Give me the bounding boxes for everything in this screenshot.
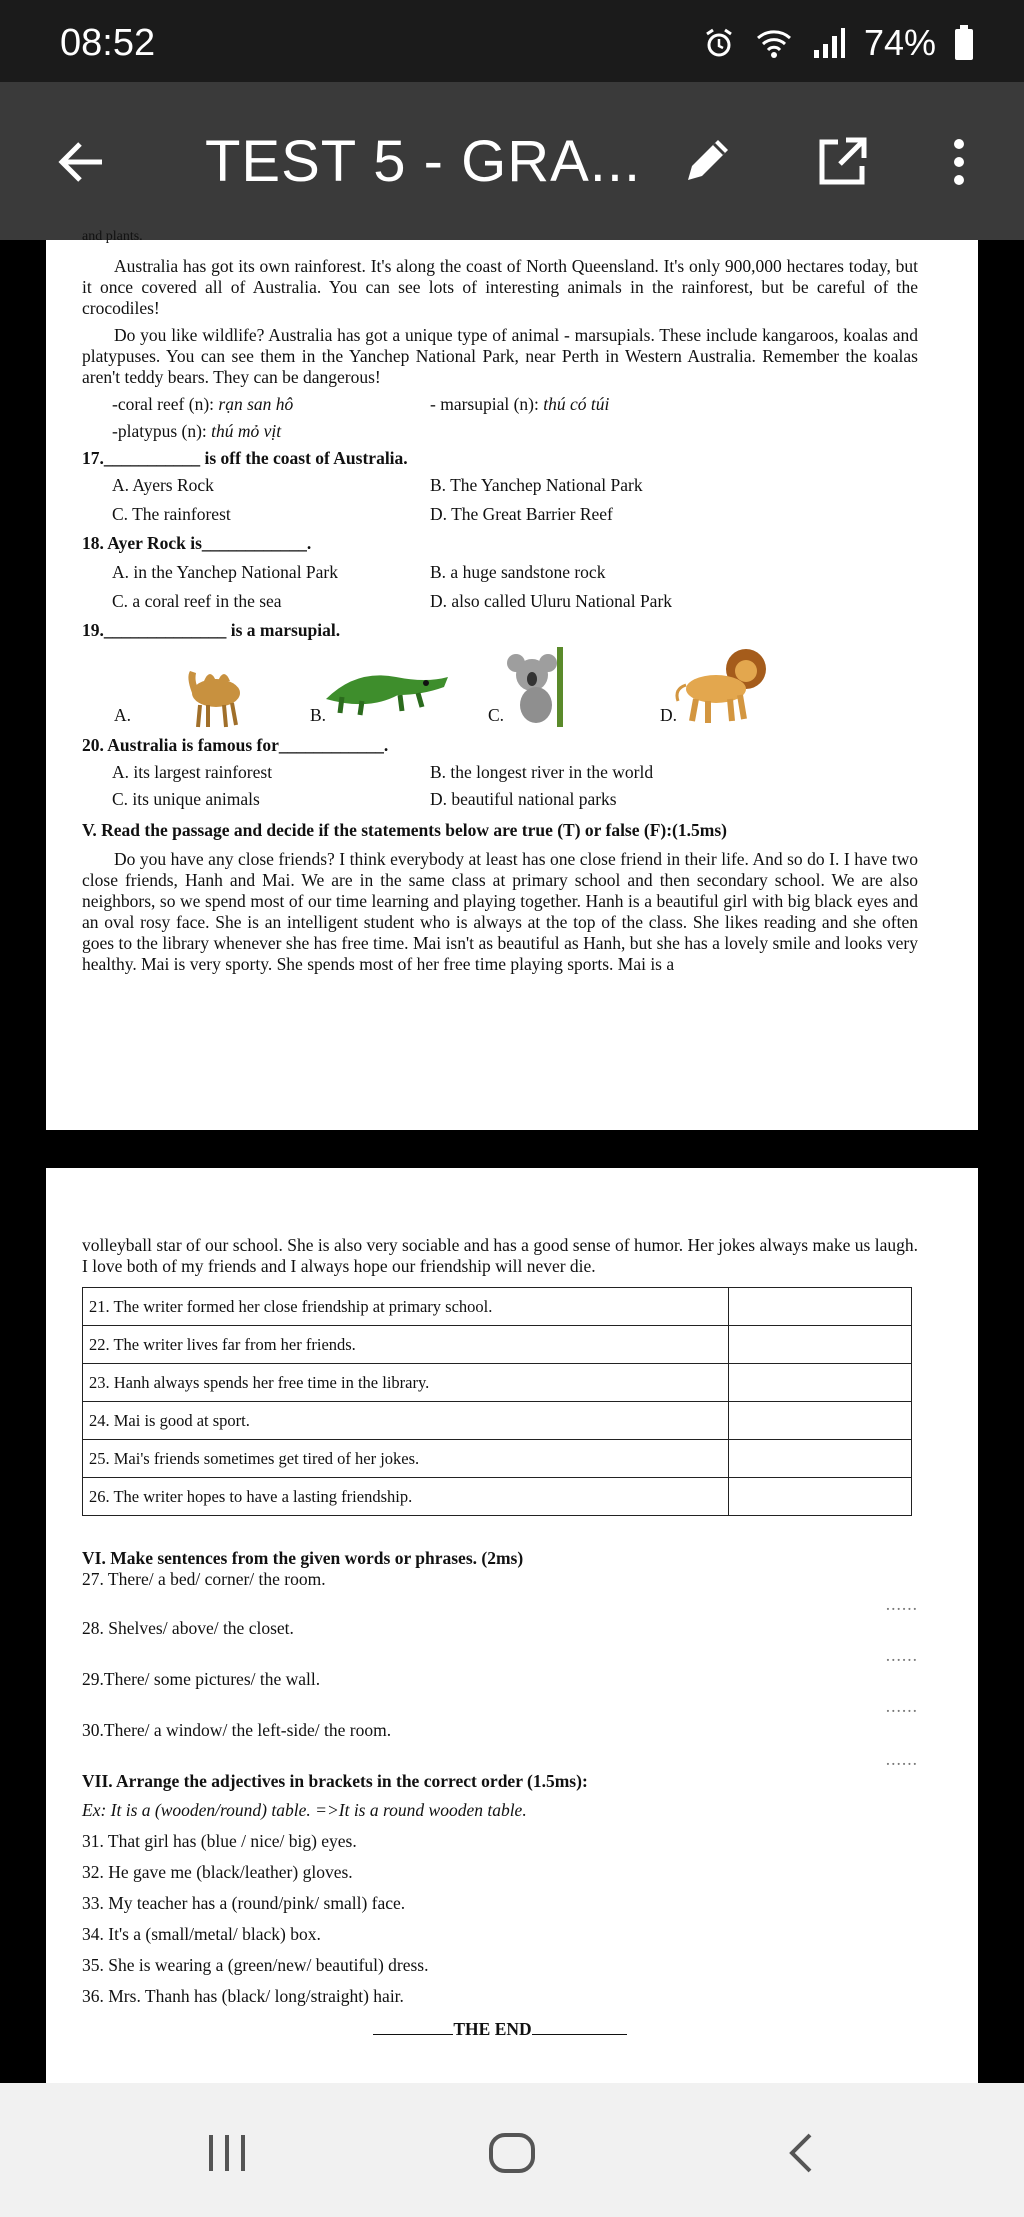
question-19: 19.______________ is a marsupial. <box>82 620 341 640</box>
sentence-28 <box>82 1618 918 1639</box>
q18-option-d: D. also called Uluru National Park <box>430 591 673 611</box>
sentence-32: 32. He gave me (black/leather) gloves. <box>82 1862 353 1882</box>
q18-option-a: A. in the Yanchep National Park <box>112 562 339 582</box>
open-external-icon[interactable] <box>812 132 872 192</box>
answer-cell[interactable] <box>729 1402 912 1440</box>
more-vert-icon[interactable] <box>944 132 974 192</box>
statement-row <box>83 1326 912 1364</box>
section-6-title: VI. Make sentences from the given words or phrases. (2ms) <box>82 1548 524 1568</box>
sentence-36: 36. Mrs. Thanh has (black/ long/straight) hair. <box>82 1986 404 2006</box>
sentence-33: 33. My teacher has a (round/pink/ small) face. <box>82 1893 406 1913</box>
question-17: 17.___________ is off the coast of Australia. <box>82 448 408 468</box>
statement-row <box>83 1288 912 1326</box>
q20-option-d: D. beautiful national parks <box>430 789 617 809</box>
alarm-icon <box>702 26 736 60</box>
statement-text: 24. Mai is good at sport. <box>83 1402 729 1440</box>
vocab-marsupial-vi: thú có túi <box>543 394 610 414</box>
statement-row <box>83 1478 912 1516</box>
vocab-coral: -coral reef (n): <box>112 394 219 414</box>
statement-row <box>83 1440 912 1478</box>
vocab-platypus: -platypus (n): <box>112 421 212 441</box>
answer-line-29: ...... <box>885 1696 918 1716</box>
answer-line-28: ...... <box>885 1645 918 1665</box>
sentence-28-text: 28. Shelves/ above/ the closet. <box>82 1618 294 1638</box>
vocab-row-1 <box>82 394 918 415</box>
answer-cell[interactable] <box>729 1326 912 1364</box>
vocab-coral-vi: rạn san hô <box>218 394 294 414</box>
signal-icon <box>812 26 846 60</box>
sentence-27-text: 27. There/ a bed/ corner/ the room. <box>82 1569 326 1589</box>
camel-image <box>174 653 254 733</box>
sentence-27 <box>82 1569 918 1590</box>
q19-option-d: D. <box>660 705 678 725</box>
clock: 08:52 <box>60 22 156 64</box>
paragraph-rainforest: Australia has got its own rainforest. It's along the coast of North Queensland. It's only 900,000 hectares today, but it once covered all of Australia. You can see lots of interesting animals in the rainforest, but be careful of the crocodiles! <box>82 256 918 318</box>
q19-option-a: A. <box>114 705 132 725</box>
q17-option-b: B. The Yanchep National Park <box>430 475 643 495</box>
paragraph-friends-continued: volleyball star of our school. She is also very sociable and has a good sense of humor. Her jokes always make us laugh. I love both of my friends and I always hope our friendship will never die. <box>82 1235 918 1276</box>
statement-text: 21. The writer formed her close friendship at primary school. <box>83 1288 729 1326</box>
back-nav-icon[interactable] <box>786 2133 816 2173</box>
status-icons <box>702 22 974 64</box>
sentence-29 <box>82 1669 918 1690</box>
sentence-30-text: 30.There/ a window/ the left-side/ the room. <box>82 1720 392 1740</box>
cut-line: and plants. <box>82 229 143 244</box>
statement-text: 23. Hanh always spends her free time in the library. <box>83 1364 729 1402</box>
document-title: TEST 5 - GRA... <box>205 129 642 194</box>
statement-row <box>83 1364 912 1402</box>
pencil-icon[interactable] <box>676 132 736 192</box>
status-bar <box>0 0 1024 82</box>
statement-text: 22. The writer lives far from her friends. <box>83 1326 729 1364</box>
question-18: 18. Ayer Rock is____________. <box>82 533 312 553</box>
example-sentence: Ex: It is a (wooden/round) table. =>It is a round wooden table. <box>82 1800 527 1820</box>
home-icon[interactable] <box>488 2133 536 2173</box>
statement-text: 25. Mai's friends sometimes get tired of her jokes. <box>83 1440 729 1478</box>
navigation-bar <box>0 2083 1024 2217</box>
answer-cell[interactable] <box>729 1440 912 1478</box>
answer-line-27: ...... <box>885 1594 918 1614</box>
lion-image <box>672 645 772 727</box>
the-end-text: THE END <box>453 2019 532 2039</box>
true-false-table <box>82 1287 912 1516</box>
answer-line-30: ...... <box>885 1749 918 1769</box>
q17-option-d: D. The Great Barrier Reef <box>430 504 613 524</box>
statement-row <box>83 1402 912 1440</box>
q20-option-c: C. its unique animals <box>112 789 260 809</box>
sentence-30 <box>82 1720 918 1741</box>
back-arrow-icon[interactable] <box>52 132 112 192</box>
the-end <box>82 2019 918 2040</box>
answer-cell[interactable] <box>729 1288 912 1326</box>
sentence-31: 31. That girl has (blue / nice/ big) eyes. <box>82 1831 357 1851</box>
q18-option-b: B. a huge sandstone rock <box>430 562 606 582</box>
q17-option-c: C. The rainforest <box>112 504 231 524</box>
vocab-row-2 <box>82 421 918 442</box>
q18-option-c: C. a coral reef in the sea <box>112 591 282 611</box>
wifi-icon <box>754 26 794 60</box>
page2-content <box>82 1235 918 2040</box>
question-20: 20. Australia is famous for____________. <box>82 735 389 755</box>
crocodile-image <box>322 649 452 725</box>
answer-cell[interactable] <box>729 1478 912 1516</box>
koala-image <box>502 647 572 727</box>
paragraph-friends: Do you have any close friends? I think everybody at least has one close friend in their life. And so do I. I have two close friends, Hanh and Mai. We are in the same class at primary school and then secondary school. We are also neighbors, so we spend most of our time learning and playing together. Hanh is a beautiful girl with big black eyes and an oval rosy face. She is an intelligent student who is always at the top of the class. She likes reading and she often goes to the library whenever she has free time. Mai isn't as beautiful as Hanh, but she has a lovely smile and looks very healthy. Mai is very sporty. She spends most of her free time playing sports. Mai is a <box>82 849 918 974</box>
app-bar <box>0 82 1024 240</box>
q17-option-a: A. Ayers Rock <box>112 475 214 495</box>
q20-option-a: A. its largest rainforest <box>112 762 273 782</box>
sentence-29-text: 29.There/ some pictures/ the wall. <box>82 1669 321 1689</box>
section-5-title: V. Read the passage and decide if the statements below are true (T) or false (F):(1.5ms) <box>82 820 727 840</box>
vocab-platypus-vi: thú mỏ vịt <box>211 421 282 441</box>
section-7-title: VII. Arrange the adjectives in brackets in the correct order (1.5ms): <box>82 1771 588 1791</box>
statement-text: 26. The writer hopes to have a lasting friendship. <box>83 1478 729 1516</box>
sentence-35: 35. She is wearing a (green/new/ beautiful) dress. <box>82 1955 429 1975</box>
answer-cell[interactable] <box>729 1364 912 1402</box>
q20-option-b: B. the longest river in the world <box>430 762 654 782</box>
battery-icon <box>954 25 974 61</box>
sentence-34: 34. It's a (small/metal/ black) box. <box>82 1924 321 1944</box>
q19-options <box>82 649 918 733</box>
q19-option-b: B. <box>310 705 327 725</box>
battery-percent: 74% <box>863 22 936 63</box>
paragraph-wildlife: Do you like wildlife? Australia has got a unique type of animal - marsupials. These include kangaroos, koalas and platypuses. You can see them in the Yanchep National Park, near Perth in Western Australia. Remember the koalas aren't teddy bears. They can be dangerous! <box>82 325 918 387</box>
page1-content <box>82 256 918 975</box>
vocab-marsupial: - marsupial (n): <box>430 394 544 414</box>
q19-option-c: C. <box>488 705 505 725</box>
recent-apps-icon[interactable] <box>205 2133 249 2173</box>
